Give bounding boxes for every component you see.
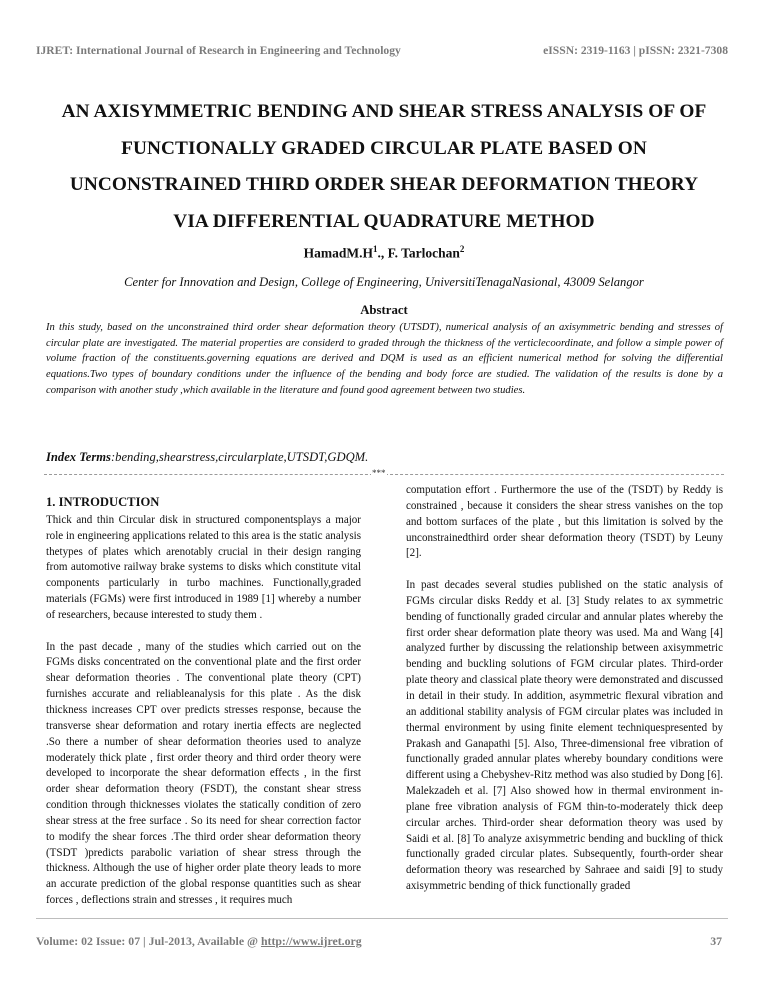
left-column	[46, 495, 361, 925]
title-line: UNCONSTRAINED THIRD ORDER SHEAR DEFORMATION THEORY	[69, 174, 699, 195]
page-footer	[36, 934, 722, 949]
abstract-body: In this study, based on the unconstrained third order shear deformation theory (UTSDT), numerical analysis of an axisymmetric bending and stresses of circular plate are investigated. The material properties are considerd to graded through the thickness of the verticlecoordinate, and follow a simple power of volume fraction of the constituents.governing equations are derived and DQM is used as an efficient numerical method for solving the differential equations.Two types of boundary conditions under the influence of the bending and body force are studied. The validation of the results is done by a comparison with another study ,which available in the literature and found good agreement between two studies.	[46, 322, 723, 396]
author-2-affil-mark: 2	[459, 244, 465, 254]
paper-title	[20, 94, 748, 240]
author-separator: ., F. Tarlochan	[377, 245, 460, 261]
footer-divider	[36, 918, 728, 919]
title-line: AN AXISYMMETRIC BENDING AND SHEAR STRESS ANALYSIS OF OF	[61, 101, 707, 122]
section-heading-introduction: 1. INTRODUCTION	[46, 495, 160, 509]
index-terms-label: Index Terms	[46, 450, 111, 464]
author-1: HamadM.H	[303, 245, 373, 261]
journal-website-link[interactable]: http://www.ijret.org	[260, 934, 362, 948]
affiliation: Center for Innovation and Design, College of Engineering, UniversitiTenagaNasional, 43009 Selangor	[124, 275, 644, 289]
footer-volume-text: Volume: 02 Issue: 07 | Jul-2013, Available @	[36, 934, 261, 948]
paragraph: computation effort . Furthermore the use of the (TSDT) by Reddy is constrained , because it considers the shear stress vanishes on the top and bottom surfaces of the plate , but this limitation is solved by the unconstrainedthird order shear deformation theory (TSDT) by Leuny [2].	[406, 484, 723, 560]
right-column	[406, 483, 723, 911]
author-list	[0, 244, 768, 262]
title-line: VIA DIFFERENTIAL QUADRATURE METHOD	[173, 210, 595, 232]
index-terms-value: :bending,shearstress,circularplate,UTSDT,GDQM.	[110, 450, 369, 464]
author-1-affil-mark: 1	[372, 244, 378, 254]
paragraph: Thick and thin Circular disk in structured componentsplays a major role in engineering applications related to this area is the static analysis thetypes of plates which arenotably crucial in their design ranging from automotive railway brake systems to disks which constitute vital components particularly in turbo machines. Functionally,graded materials (FGMs) were first introduced in 1989 [1] whereby a number of researchers, because interested to study them .	[46, 513, 361, 621]
title-line: FUNCTIONALLY GRADED CIRCULAR PLATE BASED ON	[121, 137, 647, 159]
divider-stars: ***	[372, 468, 386, 478]
journal-name: IJRET: International Journal of Research in Engineering and Technology	[36, 44, 401, 57]
issn-info: eISSN: 2319-1163 | pISSN: 2321-7308	[543, 44, 728, 57]
paragraph: In past decades several studies published on the static analysis of FGMs circular disks Reddy et al. [3] Study relates to ax symmetric bending of functionally graded circular and annular plates whereby the first order shear deformation plate theory was used. Ma and Wang [4] analyzed further by discussing the relationship between axisymmetric bending and buckling solutions of FGM circular plates. Third-order plate theory and classical plate theory were demonstrated and discussed in detail in their study. In addition, asymmetric flexural vibration and an additional stability analysis of FGM circular plates was included in thermal environment by using finite element techniquespresented by Prakash and Ganapathi [5]. Also, Three-dimensional free vibration of functionally graded annular plates whereby boundary conditions were different using a Chebyshev-Ritz method was also studied by Dong [6]. Malekzadeh et al. [7] Also showed how in thermal environment in-plane free vibration analysis of FGM thin-to-moderately thick deep circular arches. Third-order shear deformation theory was used by Saidi et al. [8] To analyze axisymmetric bending and buckling of thick functionally graded circular plates. Subsequently, fourth-order shear deformation theory was researched by Sahraee and saidi [9] to study axisymmetric bending of thick functionally graded	[406, 579, 723, 893]
page-number: 37	[710, 934, 722, 948]
running-header	[36, 44, 728, 57]
abstract-heading: Abstract	[360, 303, 408, 317]
index-terms	[46, 450, 723, 465]
footer-volume	[36, 934, 362, 949]
paragraph: In the past decade , many of the studies which carried out on the FGMs disks concentrated on the conventional plate and the first order shear deformation theories . The conventional plate theory (CPT) furnishes accurate and reliableanalysis for this plate . As the disk thickness increases CPT over predicts stresses response, because the transverse shear deformation and rotary inertia effects are neglected .So there a number of shear deformation theories used to analyze moderately thick plate , first order theory and third order theory were developed to incorporate the shear deformation effects , in the first order shear deformation theory (FSDT), the constant shear stress condition through thicknesses violates the statically condition of zero shear stress at the free surface . So its need for shear correction factor to modify the shear forces .The third order shear deformation theory (TSDT )predicts parabolic variation of shear stress through the thickness. Although the use of higher order plate theory leads to more an accurate prediction of the global response quantities such as shear forces , deflections strain and stresses , it requires much	[46, 640, 361, 907]
